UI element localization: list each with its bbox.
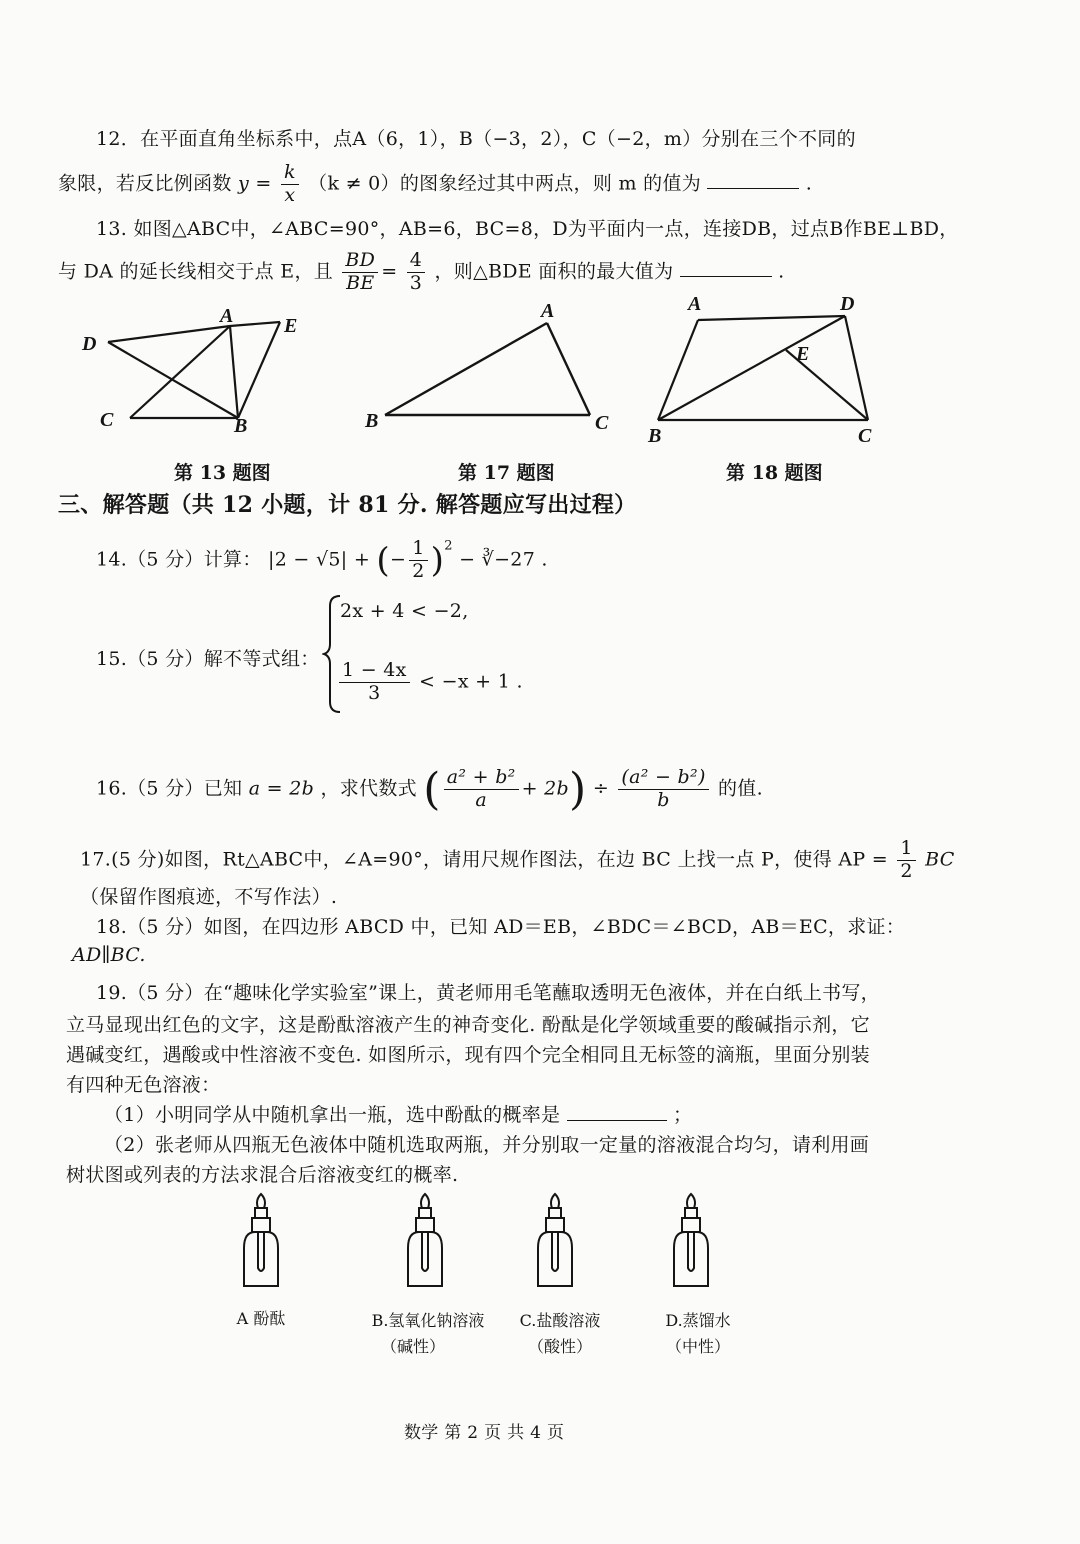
bottle-d-sub: （中性） <box>665 1337 730 1356</box>
fig18-label-b: B <box>648 425 662 447</box>
fig13-label-c: C <box>100 409 114 431</box>
q15-ineq1: 2x + 4 < −2, <box>340 600 469 622</box>
fig13-caption: 第 13 题图 <box>174 462 271 484</box>
page-footer: 数学 第 2 页 共 4 页 <box>404 1423 565 1443</box>
q16-end: 的值. <box>718 777 763 800</box>
fig13-label-a: A <box>220 305 234 327</box>
q13-text-b: ，则△BDE 面积的最大值为 <box>434 260 674 283</box>
q17-bc: BC <box>925 848 955 871</box>
dropper-bottle-d <box>666 1188 716 1292</box>
dropper-bottle-b <box>400 1188 450 1292</box>
q16-div: ÷ <box>592 777 610 800</box>
q14-frac-num: 1 <box>409 538 427 561</box>
fig18-label-d: D <box>840 293 855 315</box>
q14-sign: − <box>390 548 407 571</box>
q14-tail: − ∛−27 . <box>459 548 548 571</box>
fig18-label-a: A <box>688 293 702 315</box>
fig17-label-c: C <box>595 412 609 434</box>
q18-line2: AD∥BC. <box>72 944 146 966</box>
fig17-label-a: A <box>541 300 555 322</box>
q13-answer-blank[interactable] <box>680 258 772 277</box>
q12-line1: 12．在平面直角坐标系中，点A（6，1），B（−3，2），C（−2，m）分别在三个不同的 <box>96 128 856 150</box>
figure-17 <box>355 295 625 440</box>
figure-13 <box>70 300 330 440</box>
bottle-c-label: C.盐酸溶液 <box>519 1311 601 1330</box>
q14-fraction <box>409 538 427 583</box>
fig13-label-e: E <box>284 315 298 337</box>
q13-fraction-2 <box>407 250 425 295</box>
q19-sub2-line2: 树状图或列表的方法求混合后溶液变红的概率. <box>66 1164 459 1186</box>
q13-text-a: 与 DA 的延长线相交于点 E，且 <box>58 260 334 283</box>
bottle-b-label: B.氢氧化钠溶液 <box>371 1311 485 1330</box>
fig18-caption: 第 18 题图 <box>726 462 823 484</box>
fig13-label-b: B <box>234 415 248 437</box>
q19-sub1 <box>104 1100 692 1127</box>
q13-line2: 与 DA 的延长线相交于点 E，且 $\frac{BD}{BE}$ = $\frac{4}{3}$ ，则△BDE 面积的最大值为 . <box>58 249 785 294</box>
q12-text-a: 象限，若反比例函数 <box>58 172 232 195</box>
q19-sub2-line1: （2）张老师从四瓶无色液体中随机选取两瓶，并分别取一定量的溶液混合均匀，请利用画 <box>104 1134 870 1156</box>
figure-18 <box>640 288 900 453</box>
bottle-a-label: A 酚酞 <box>236 1309 286 1328</box>
q13-line1: 13. 如图△ABC中，∠ABC=90°，AB=6，BC=8，D为平面内一点，连接DB，过点B作BE⊥BD， <box>96 218 959 240</box>
q13-frac1-num: BD <box>342 250 378 273</box>
q13-frac1-den: BE <box>346 271 375 294</box>
q17-fraction <box>897 838 915 883</box>
q14-frac-den: 2 <box>412 559 425 582</box>
q12-frac-den: x <box>284 183 296 206</box>
dropper-bottle-c <box>530 1188 580 1292</box>
q16-f2-num: (a² − b²) <box>618 767 708 790</box>
q15-fraction <box>339 660 410 705</box>
q13-frac2-num: 4 <box>407 250 425 273</box>
fig17-label-b: B <box>365 410 379 432</box>
q19-line3: 遇碱变红，遇酸或中性溶液不变色. 如图所示，现有四个完全相同且无标签的滴瓶，里面分别装 <box>66 1044 870 1066</box>
q18-line1: 18.（5 分）如图，在四边形 ABCD 中，已知 AD＝EB，∠BDC＝∠BCD，AB＝EC，求证： <box>96 916 906 938</box>
q19-line1: 19.（5 分）在“趣味化学实验室”课上，黄老师用毛笔蘸取透明无色液体，并在白纸上书写， <box>96 982 880 1004</box>
q15-ineq2-tail: < −x + 1 . <box>419 670 523 693</box>
q12-text-b: （k ≠ 0）的图象经过其中两点，则 m 的值为 <box>308 172 702 195</box>
q14-plus: + <box>353 548 371 571</box>
fig18-label-c: C <box>858 425 872 447</box>
q16: 16.（5 分）已知 a = 2b ，求代数式 ( $\frac{\text{a² + b²}}{a}$ + 2b) ÷ $\frac{\text{(a² − b²)}}{b}$ 的值. <box>96 764 763 815</box>
bottle-d-label: D.蒸馏水 <box>665 1311 731 1330</box>
q17-line2: （保留作图痕迹，不写作法）. <box>80 886 338 908</box>
q16-cond: a = 2b <box>248 777 315 800</box>
q17-line1 <box>80 838 955 883</box>
q16-f2-den: b <box>657 789 670 811</box>
q14-prefix: 14.（5 分）计算： <box>96 548 262 571</box>
q19-answer-blank[interactable] <box>567 1102 667 1121</box>
q16-fraction-2 <box>618 767 708 812</box>
q16-mid: ，求代数式 <box>320 777 417 800</box>
bottle-c-sub: （酸性） <box>527 1337 592 1356</box>
q16-fraction-1 <box>444 767 519 812</box>
q14: 14.（5 分）计算： |2 − √5| + (− $\frac{1}{2}$ )$^2$ − ∛−27 . <box>96 537 548 582</box>
section-3-heading: 三、解答题（共 12 小题，计 81 分. 解答题应写出过程） <box>58 492 637 518</box>
q19-line2: 立马显现出红色的文字，这是酚酞溶液产生的神奇变化. 酚酞是化学领域重要的酸碱指示剂，它 <box>66 1014 870 1036</box>
q12-end: . <box>805 172 813 195</box>
q13-fraction-1 <box>342 250 378 295</box>
fig18-label-e: E <box>796 343 810 365</box>
q16-prefix: 16.（5 分）已知 <box>96 777 243 800</box>
q17-frac-den: 2 <box>900 859 913 882</box>
q16-plus2b: + 2b <box>521 777 570 800</box>
fig17-caption: 第 17 题图 <box>458 462 555 484</box>
q14-exp: 2 <box>444 538 453 554</box>
q19-sub1-end: ； <box>672 1104 693 1126</box>
q16-f1-den: a <box>475 789 487 811</box>
q15-frac-num: 1 − 4x <box>339 660 410 683</box>
dropper-bottle-a <box>236 1188 286 1292</box>
q13-end: . <box>778 260 785 283</box>
q17-text: 17.(5 分)如图，Rt△ABC中，∠A=90°，请用尺规作图法，在边 BC 上找一点 P，使得 AP = <box>80 848 888 871</box>
q15-ineq2 <box>336 660 523 705</box>
q12-frac-num: k <box>281 162 299 185</box>
bottle-b-sub: （碱性） <box>380 1337 445 1356</box>
q13-frac2-den: 3 <box>409 271 423 294</box>
fig13-label-d: D <box>82 333 97 355</box>
q19-line4: 有四种无色溶液： <box>66 1074 221 1096</box>
q17-frac-num: 1 <box>897 838 915 861</box>
q19-sub1-text: （1）小明同学从中随机拿出一瓶，选中酚酞的概率是 <box>104 1104 561 1126</box>
q14-abs: |2 − √5| <box>268 548 348 571</box>
q12-fraction <box>281 162 299 207</box>
q12-answer-blank[interactable] <box>707 170 799 189</box>
q16-f1-num: a² + b² <box>444 767 519 790</box>
q15-prefix: 15.（5 分）解不等式组： <box>96 648 320 670</box>
q12-line2 <box>58 162 812 207</box>
q12-y: y = <box>238 172 272 195</box>
q15-frac-den: 3 <box>368 681 381 704</box>
